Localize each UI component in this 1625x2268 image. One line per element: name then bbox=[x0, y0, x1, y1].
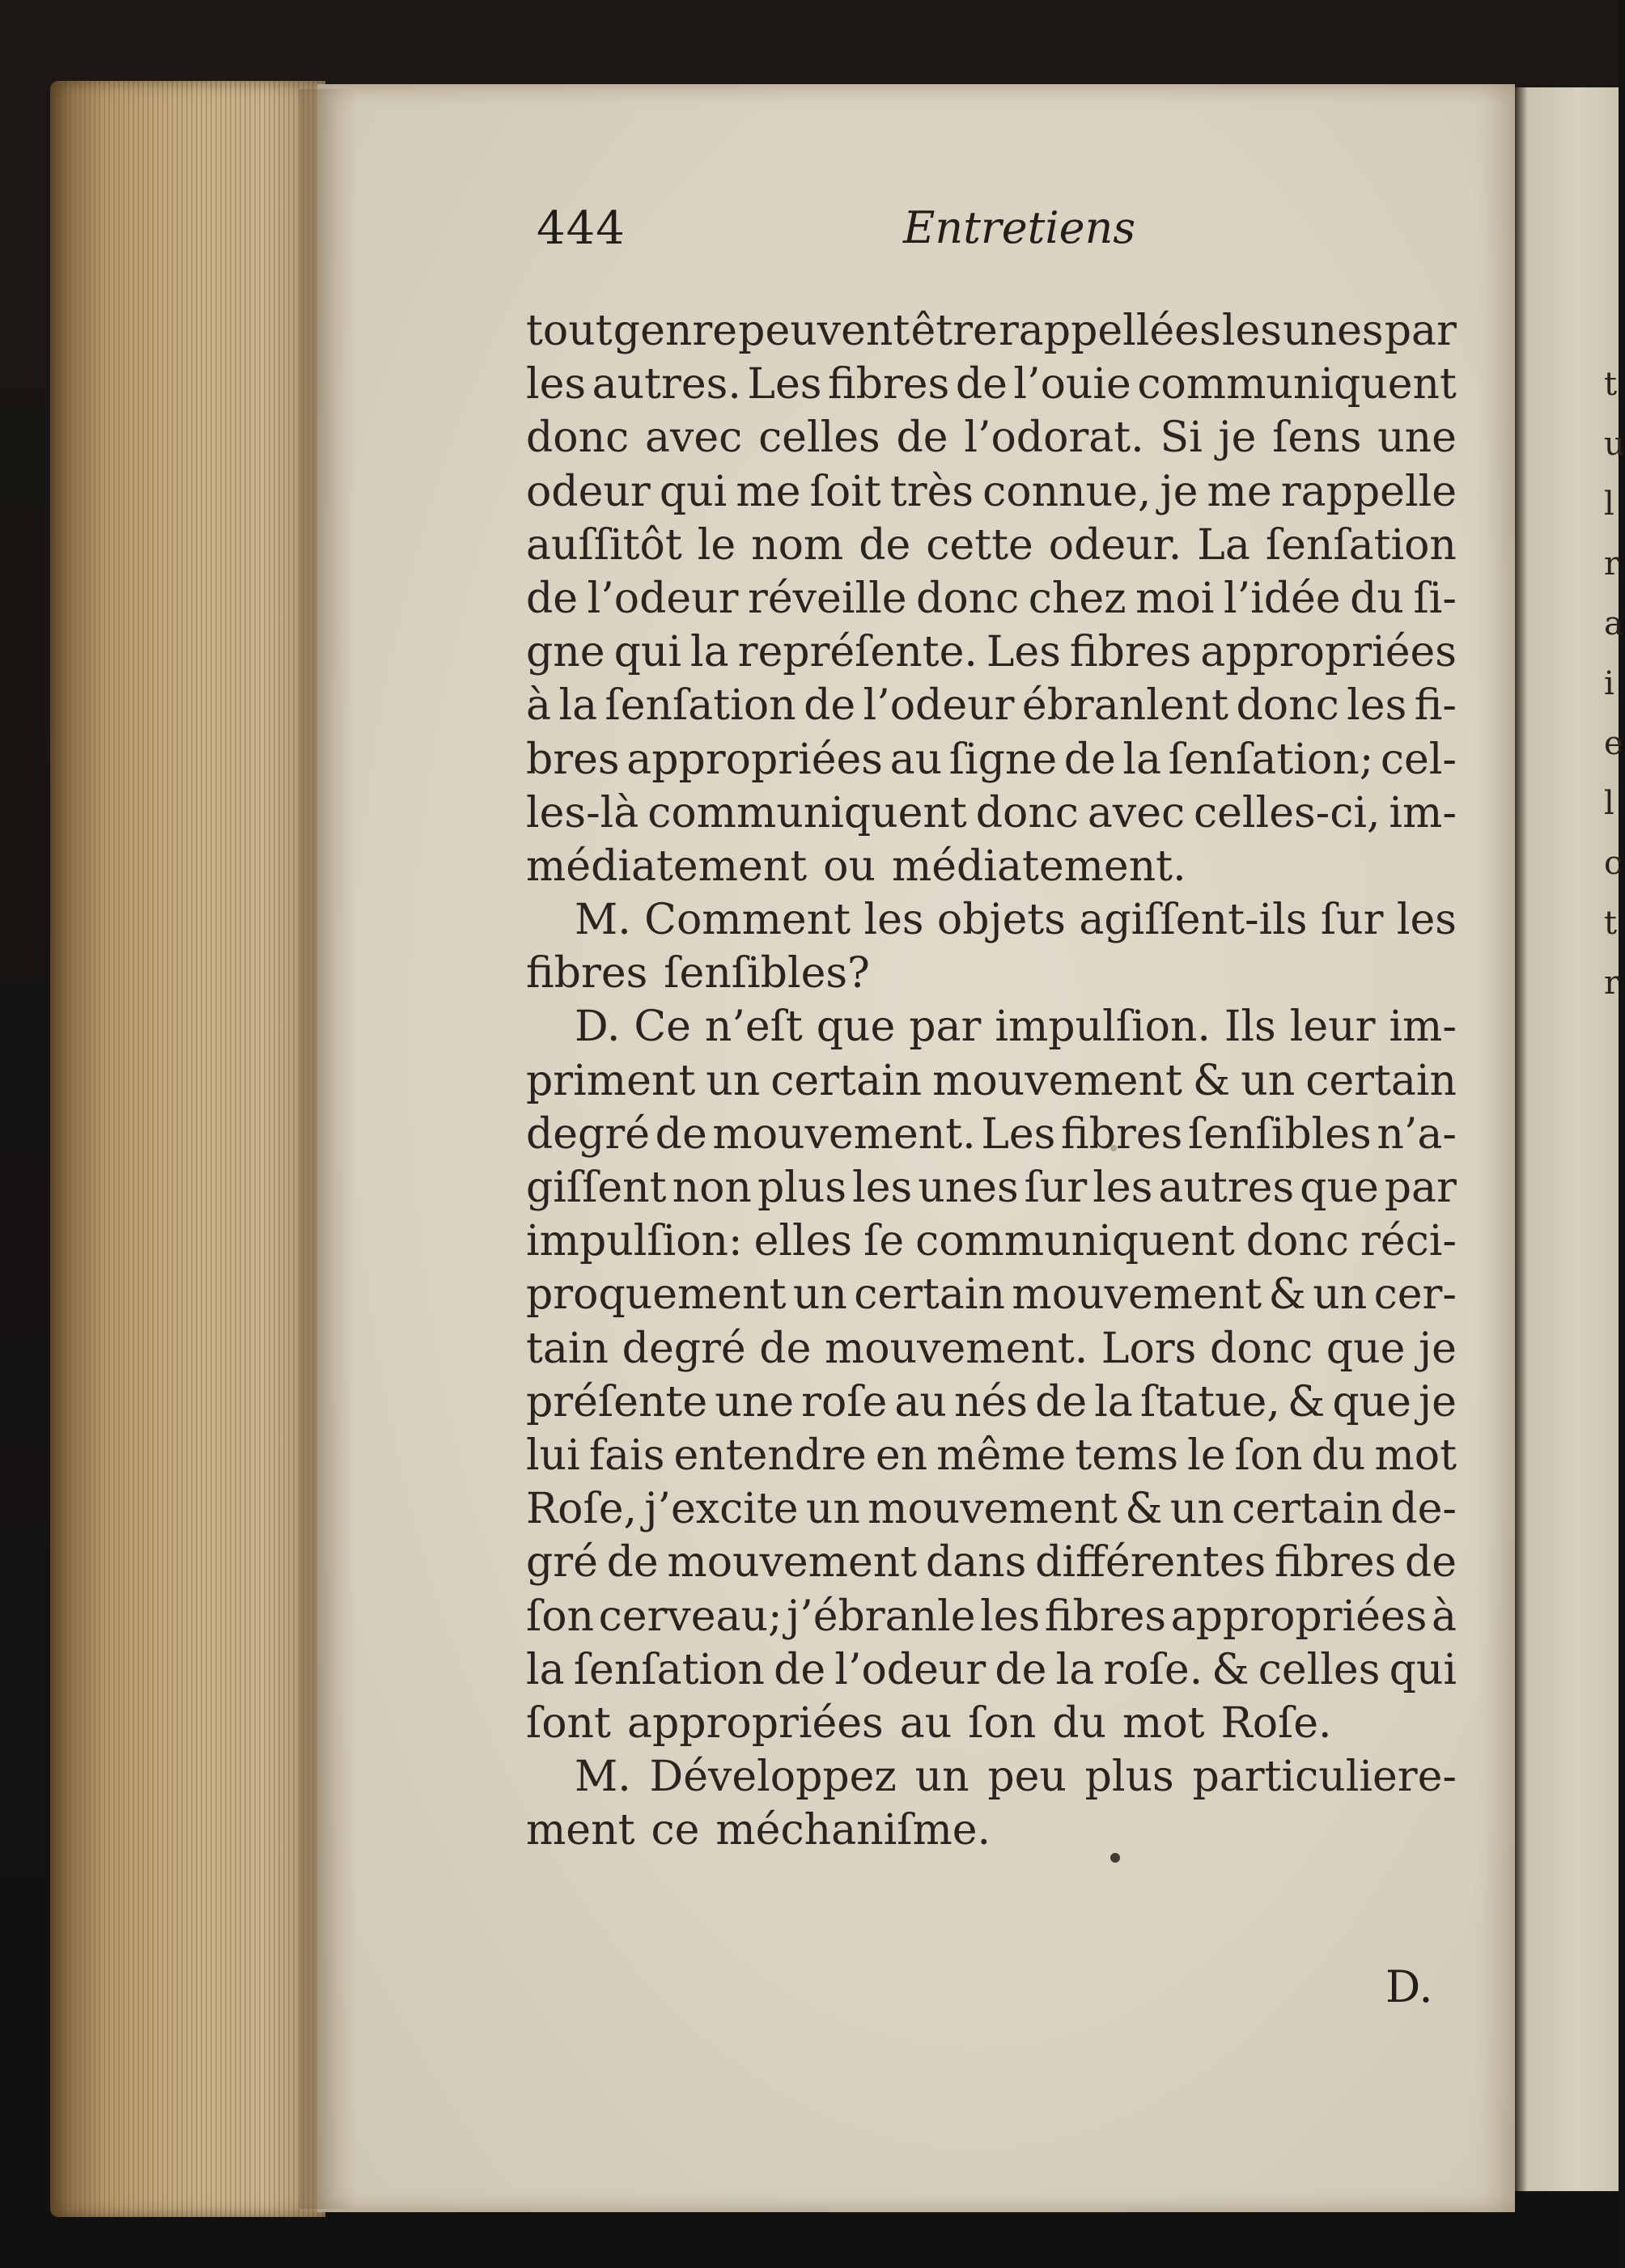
text-line: bres appropriées au ſigne de la ſenſation; cel- bbox=[526, 735, 1457, 784]
text-line: donc avec celles de l’odorat. Si je ſens une bbox=[526, 413, 1457, 463]
ink-spot bbox=[1110, 1853, 1120, 1863]
text-line: gne qui la repréſente. Les fibres appropriées bbox=[526, 628, 1457, 677]
text-line: gré de mouvement dans différentes fibres de bbox=[526, 1538, 1457, 1588]
facing-page-letters: t u l r a i e l c t r bbox=[1604, 366, 1625, 1002]
running-head: Entretiens bbox=[903, 202, 1136, 253]
text-line: tain degré de mouvement. Lors donc que je bbox=[526, 1324, 1457, 1373]
facing-page-edge bbox=[1515, 87, 1625, 2191]
page-number: 444 bbox=[537, 202, 626, 255]
text-line: ſont appropriées au ſon du mot Roſe. bbox=[526, 1698, 1332, 1748]
text-line: M. Développez un peu plus particuliere- bbox=[575, 1753, 1457, 1802]
text-line: priment un certain mouvement & un certain bbox=[526, 1056, 1457, 1105]
text-line: odeur qui me ſoit très connue, je me rappelle bbox=[526, 467, 1457, 516]
text-line: Roſe, j’excite un mouvement & un certain de- bbox=[526, 1485, 1457, 1534]
text-line: les autres. Les fibres de l’ouie communiquent bbox=[526, 360, 1457, 409]
text-line: impulſion: elles ſe communiquent donc réci- bbox=[526, 1217, 1457, 1266]
text-line: ſon cerveau; j’ébranle les fibres appropriées à bbox=[526, 1592, 1457, 1641]
body-text bbox=[526, 304, 1457, 1857]
text-line: D. Ce n’eſt que par impulſion. Ils leur im- bbox=[575, 1003, 1457, 1052]
text-line: lui fais entendre en même tems le ſon du mot bbox=[526, 1431, 1457, 1480]
text-line: tout genre peuvent être rappellées les unes par bbox=[526, 307, 1457, 355]
text-line: préſente une roſe au nés de la ſtatue, & que je bbox=[526, 1377, 1457, 1427]
text-line: fibres ſenſibles? bbox=[526, 949, 870, 998]
text-line: à la ſenſation de l’odeur ébranlent donc les fi- bbox=[526, 681, 1457, 731]
text-line: proquement un certain mouvement & un cer- bbox=[526, 1270, 1457, 1320]
text-line: les-là communiquent donc avec celles-ci, im- bbox=[526, 788, 1457, 837]
text-line: de l’odeur réveille donc chez moi l’idée du ſi- bbox=[526, 574, 1457, 623]
ink-spot bbox=[1110, 1145, 1117, 1151]
text-line: la ſenſation de l’odeur de la roſe. & celles qui bbox=[526, 1645, 1457, 1694]
book-fore-edge bbox=[50, 81, 325, 2217]
text-line: giſſent non plus les unes ſur les autres que par bbox=[526, 1164, 1457, 1212]
text-line: M. Comment les objets agiſſent-ils ſur les bbox=[575, 896, 1457, 945]
text-line: auſſitôt le nom de cette odeur. La ſenſation bbox=[526, 520, 1457, 570]
gutter-shadow bbox=[299, 89, 356, 2209]
text-line: degré de mouvement. Les fibres ſenſibles n’a- bbox=[526, 1109, 1457, 1159]
text-line: médiatement ou médiatement. bbox=[526, 841, 1186, 891]
text-line: ment ce méchaniſme. bbox=[526, 1806, 991, 1855]
catchword: D. bbox=[1385, 1961, 1433, 2012]
